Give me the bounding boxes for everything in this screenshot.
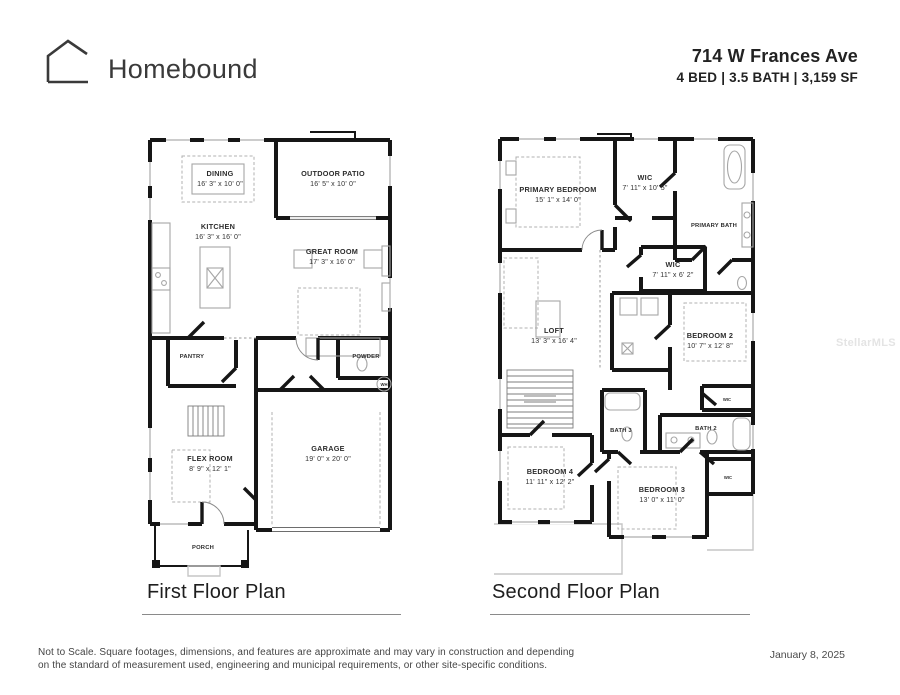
room-label-primary-bath: PRIMARY BATH [690, 223, 738, 229]
disclaimer-text: Not to Scale. Square footages, dimensions, and features are approximate and may vary in construction and depending on the standard of measurement used, engineering and municipal requirements, or other site-specific conditions. [38, 647, 575, 672]
room-dims-kitchen: 16' 3" x 16' 0" [195, 233, 241, 241]
room-dims-primary-bedroom: 15' 1" x 14' 0" [535, 196, 581, 204]
second-floor-roof-outlines [494, 494, 753, 574]
room-label-loft: LOFT [543, 326, 565, 335]
room-label-bedroom-4: BEDROOM 4 [526, 467, 574, 476]
mls-watermark: StellarMLS [836, 337, 896, 349]
second-floor-drawing [494, 133, 756, 579]
room-label-garage: GARAGE [311, 444, 345, 453]
second-floor-caption: Second Floor Plan [492, 581, 660, 603]
room-label-bath-3: BATH 3 [610, 428, 632, 434]
room-label-flex-room: FLEX ROOM [187, 454, 233, 463]
second-floor-rule [490, 614, 750, 615]
plan-date: January 8, 2025 [769, 649, 845, 661]
room-dims-dining: 16' 3" x 10' 0" [197, 180, 243, 188]
room-dims-bedroom-2: 10' 7" x 12' 8" [687, 342, 733, 350]
room-dims-outdoor-patio: 16' 5" x 10' 0" [310, 180, 356, 188]
room-label-wh: WH [380, 382, 388, 387]
room-label-pantry: PANTRY [179, 354, 205, 360]
room-label-outdoor-patio: OUTDOOR PATIO [301, 169, 365, 178]
first-floor-stairs [188, 406, 224, 436]
room-dims-wic-hall: 7' 11" x 6' 2" [652, 271, 694, 279]
room-dims-loft: 13' 3" x 16' 4" [531, 337, 577, 345]
patio-slider-door [290, 217, 376, 220]
room-dims-great-room: 17' 3" x 16' 0" [309, 258, 355, 266]
room-label-dining: DINING [206, 169, 234, 178]
room-label-wic-hall: WIC [665, 260, 681, 269]
listing-specs: 4 BED | 3.5 BATH | 3,159 SF [676, 70, 858, 85]
listing-address: 714 W Frances Ave [691, 46, 858, 66]
room-label-wic-primary: WIC [637, 173, 653, 182]
second-floor-plan [494, 133, 756, 579]
room-dims-bedroom-4: 11' 11" x 12' 2" [525, 478, 575, 486]
room-label-wic-bedroom3: WIC [723, 475, 733, 480]
first-floor-walls [150, 132, 390, 530]
first-floor-rule [142, 614, 401, 615]
first-floor-caption: First Floor Plan [147, 581, 286, 603]
room-label-bedroom-2: BEDROOM 2 [686, 331, 734, 340]
room-label-primary-bedroom: PRIMARY BEDROOM [519, 185, 597, 194]
second-floor-stairs [507, 370, 573, 428]
room-label-bath-2: BATH 2 [695, 426, 717, 432]
room-dims-flex-room: 8' 9" x 12' 1" [189, 465, 231, 473]
room-label-kitchen: KITCHEN [200, 222, 236, 231]
room-dims-garage: 19' 0" x 20' 0" [305, 455, 351, 463]
room-label-great-room: GREAT ROOM [305, 247, 359, 256]
room-label-powder: POWDER [352, 354, 380, 360]
room-label-bedroom-3: BEDROOM 3 [638, 485, 686, 494]
brand-name: Homebound [108, 54, 258, 84]
first-floor-plan [148, 128, 402, 580]
room-label-wic-bedroom2: WIC [722, 397, 732, 402]
room-dims-wic-primary: 7' 11" x 10' 5" [622, 184, 668, 192]
first-floor-labels [180, 169, 388, 551]
listing-header [676, 46, 858, 85]
garage-door [272, 412, 380, 532]
room-dims-bedroom-3: 13' 0" x 11' 0" [639, 496, 685, 504]
homebound-logo [40, 38, 258, 85]
first-floor-drawing [148, 128, 402, 580]
house-outline-icon [40, 38, 98, 85]
first-floor-windows [150, 140, 390, 524]
room-label-porch: PORCH [192, 545, 214, 551]
